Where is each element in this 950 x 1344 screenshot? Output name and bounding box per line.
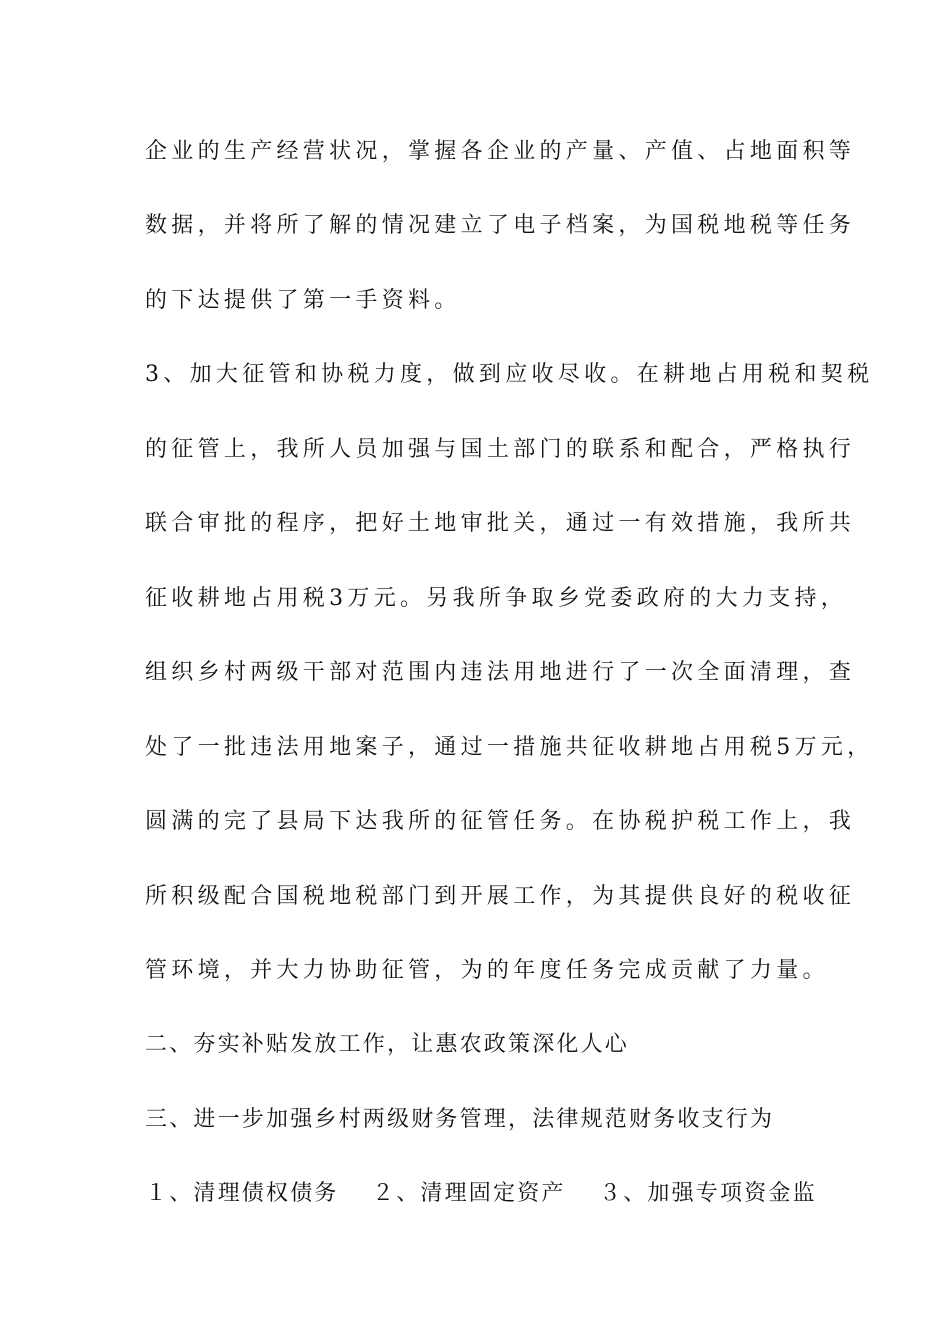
body-text-line: 的下达提供了第一手资料。	[145, 288, 461, 313]
section-heading: 二、夯实补贴发放工作，让惠农政策深化人心	[145, 1032, 630, 1057]
section-heading: 三、进一步加强乡村两级财务管理，法律规范财务收支行为	[145, 1107, 775, 1132]
body-text-line: 企业的生产经营状况，掌握各企业的产量、产值、占地面积等	[145, 139, 856, 164]
body-text-line: 组织乡村两级干部对范围内违法用地进行了一次全面清理，查	[145, 660, 856, 685]
body-text-line: 3、加大征管和协税力度，做到应收尽收。在耕地占用税和契税	[145, 362, 874, 387]
body-text-line: 管环境，并大力协助征管，为的年度任务完成贡献了力量。	[145, 958, 829, 983]
body-text-line: 数据，并将所了解的情况建立了电子档案，为国税地税等任务	[145, 213, 856, 238]
body-text-line: 的征管上，我所人员加强与国土部门的联系和配合，严格执行	[145, 437, 856, 462]
body-text-line: 联合审批的程序，把好土地审批关，通过一有效措施，我所共	[145, 511, 856, 536]
body-text-line: 处了一批违法用地案子，通过一措施共征收耕地占用税5万元，	[145, 735, 874, 760]
body-text-line: 所积级配合国税地税部门到开展工作，为其提供良好的税收征	[145, 884, 856, 909]
numbered-items-line: １、清理债权债务 ２、清理固定资产 ３、加强专项资金监	[145, 1181, 817, 1206]
body-text-line: 征收耕地占用税3万元。另我所争取乡党委政府的大力支持，	[145, 586, 848, 611]
body-text-line: 圆满的完了县局下达我所的征管任务。在协税护税工作上，我	[145, 809, 856, 834]
